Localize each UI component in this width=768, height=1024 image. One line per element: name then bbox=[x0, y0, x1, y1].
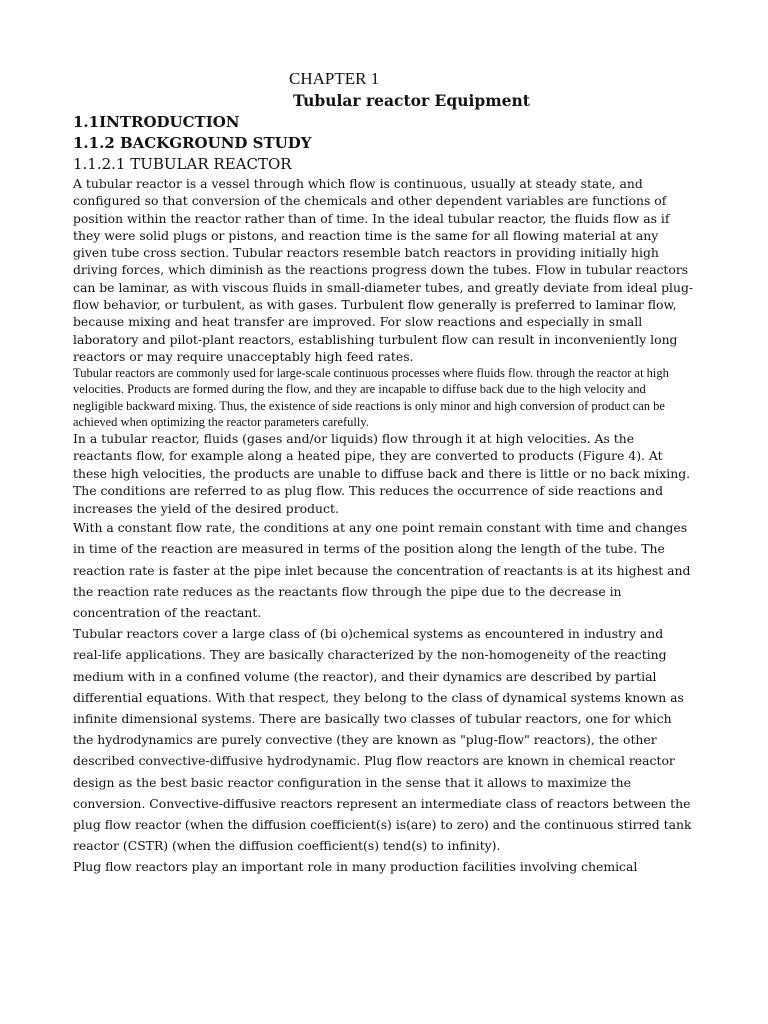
paragraph-classes: Tubular reactors cover a large class of (bi o)chemical systems as encountered in industry and real-life applications. They are basically characterized by the non-homogeneity of the reacting medium with in a confined volume (the reactor), and their dynamics are described by partial differential equations. With that respect, they belong to the class of dynamical systems known as infinite dimensional systems. There are basically two classes of tubular reactors, one for which the hydrodynamics are purely convective (they are known as "plug-flow" reactors), the other described convective-diffusive hydrodynamic. Plug flow reactors are known in chemical reactor design as the best basic reactor configuration in the sense that it allows to maximize the conversion. Convective-diffusive reactors represent an intermediate class of reactors between the plug flow reactor (when the diffusion coefficient(s) is(are) to zero) and the continuous stirred tank reactor (CSTR) (when the diffusion coefficient(s) tend(s) to infinity). bbox=[73, 626, 692, 854]
section-heading-introduction: 1.1INTRODUCTION bbox=[73, 113, 240, 131]
paragraph-definition: A tubular reactor is a vessel through which flow is continuous, usually at steady state, and configured so that conversion of the chemicals and other dependent variables are functions of position within the reactor rather than of time. In the ideal tubular reactor, the fluids flow as if they were solid plugs or pistons, and reaction time is the same for all flowing material at any given tube cross section. Tubular reactors resemble batch reactors in providing initially high driving forces, which diminish as the reactions progress down the tubes. Flow in tubular reactors can be laminar, as with viscous fluids in small-diameter tubes, and greatly deviate from ideal plug-flow behavior, or turbulent, as with gases. Turbulent flow generally is preferred to laminar flow, because mixing and heat transfer are improved. For slow reactions and especially in small laboratory and pilot-plant reactors, establishing turbulent flow can result in inconveniently long reactors or may require unacceptably high feed rates. bbox=[73, 176, 694, 364]
section-heading-tubular-reactor: 1.1.2.1 TUBULAR REACTOR bbox=[73, 155, 292, 173]
paragraph-large-scale: Tubular reactors are commonly used for large-scale continuous processes where fluids flow. through the reactor at high velocities. Products are formed during the flow, and they are incapable to diffuse back due to the high velocity and negligible backward mixing. Thus, the existence of side reactions is only minor and high conversion of product can be achieved when optimizing the reactor parameters carefully. bbox=[73, 366, 669, 429]
chapter-title: Tubular reactor Equipment bbox=[293, 91, 530, 110]
section-heading-background-study: 1.1.2 BACKGROUND STUDY bbox=[73, 134, 312, 152]
paragraph-constant-flow: With a constant flow rate, the conditions at any one point remain constant with time and changes in time of the reaction are measured in terms of the position along the length of the tube. The reaction rate is faster at the pipe inlet because the concentration of reactants is at its highest and the reaction rate reduces as the reactants flow through the pipe due to the decrease in concentration of the reactant. bbox=[73, 520, 691, 620]
paragraph-production: Plug flow reactors play an important role in many production facilities involving chemical bbox=[73, 859, 638, 875]
paragraph-plug-flow: In a tubular reactor, fluids (gases and/or liquids) flow through it at high velocities. As the reactants flow, for example along a heated pipe, they are converted to products (Figure 4). At these high velocities, the products are unable to diffuse back and there is little or no back mixing. The conditions are referred to as plug flow. This reduces the occurrence of side reactions and increases the yield of the desired product. bbox=[73, 431, 691, 516]
document-page bbox=[73, 68, 695, 878]
chapter-label: CHAPTER 1 bbox=[289, 69, 380, 88]
